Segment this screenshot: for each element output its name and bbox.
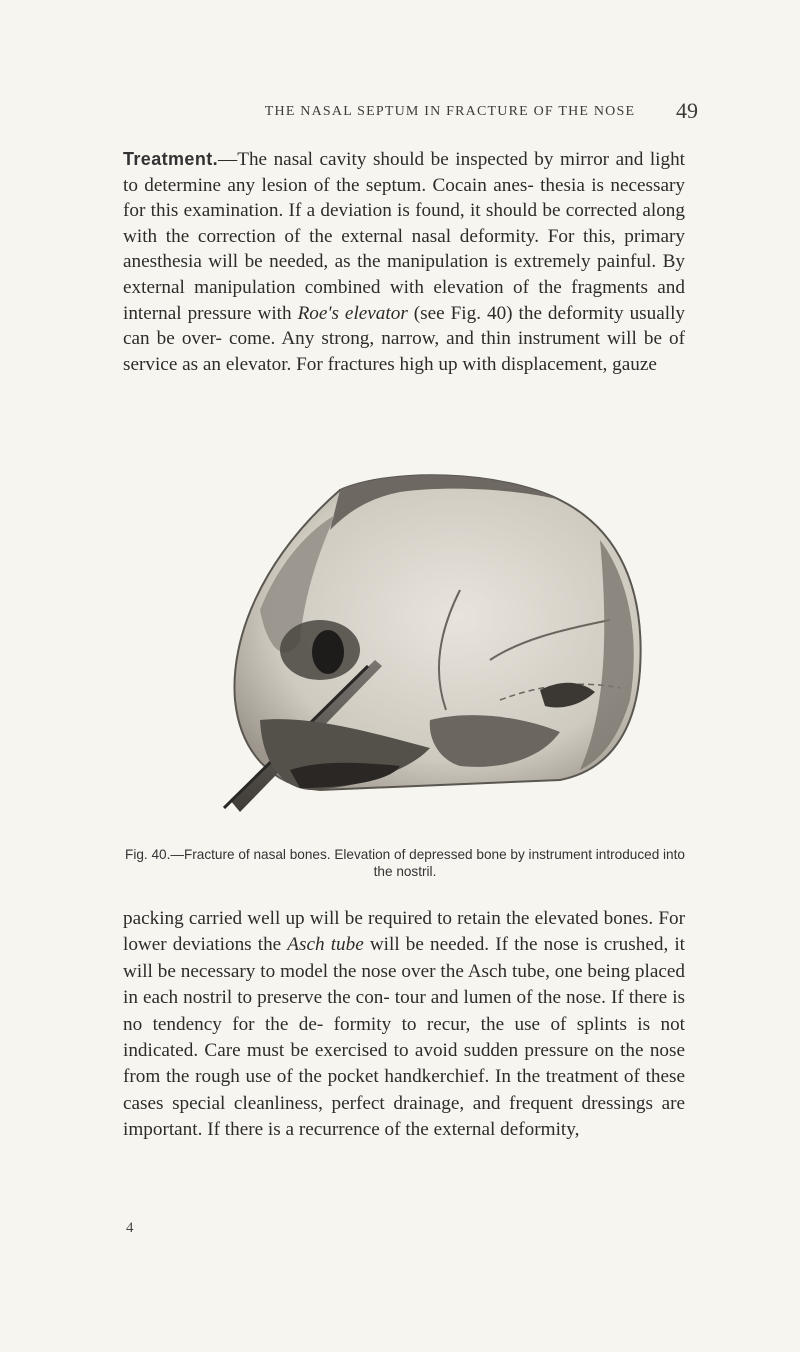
signature-mark: 4 bbox=[126, 1220, 134, 1236]
paragraph1-text-b: (see Fig. 40) the deformity usually can be over- come. Any strong, narrow, and thin instrument will be of service as an elevator. For fractures high up with displacement, gauze bbox=[123, 302, 685, 375]
paragraph-packing bbox=[123, 906, 685, 1144]
paragraph2-italic-asch-tube: Asch tube bbox=[287, 934, 364, 956]
paragraph2-text-b: will be needed. If the nose is crushed, it will be necessary to model the nose over the Asch tube, one being placed in each nostril to preserve the con- tour and lumen of the nose. If there is no tendency for the de- formity to recur, the use of splints is not indicated. Care must be exercised to avoid sudden pressure on the nose from the rough use of the pocket handkerchief. In the treatment of these cases special cleanliness, perfect drainage, and frequent dressings are important. If there is a recurrence of the external deformity, bbox=[123, 934, 686, 1141]
figure-caption bbox=[125, 846, 685, 880]
running-head: THE NASAL SEPTUM IN FRACTURE OF THE NOSE bbox=[264, 104, 636, 119]
caption-label: Fig. 40. bbox=[125, 847, 171, 862]
caption-text: —Fracture of nasal bones. Elevation of depressed bone by instrument introduced into the nostril. bbox=[170, 847, 685, 879]
skull-fracture-illustration bbox=[200, 470, 650, 840]
paragraph1-italic-roes-elevator: Roe's elevator bbox=[297, 302, 408, 324]
page-number: 49 bbox=[676, 98, 698, 123]
figure-skull-illustration bbox=[200, 470, 650, 840]
paragraph2-text-a: packing carried well up will be required to retain the elevated bones. For lower deviations the bbox=[123, 908, 685, 956]
paragraph-treatment bbox=[123, 147, 685, 377]
section-lead-treatment: Treatment. bbox=[123, 149, 219, 169]
paragraph1-text-a: —The nasal cavity should be inspected by mirror and light to determine any lesion of the septum. Cocain anes- thesia is necessary for this examination. If a deviation is found, it should be corrected along with the correction of the external nasal deformity. For this, primary anesthesia will be needed, as the manipulation is extremely painful. By external manipulation combined with elevation of the fragments and internal pressure with bbox=[123, 149, 685, 324]
